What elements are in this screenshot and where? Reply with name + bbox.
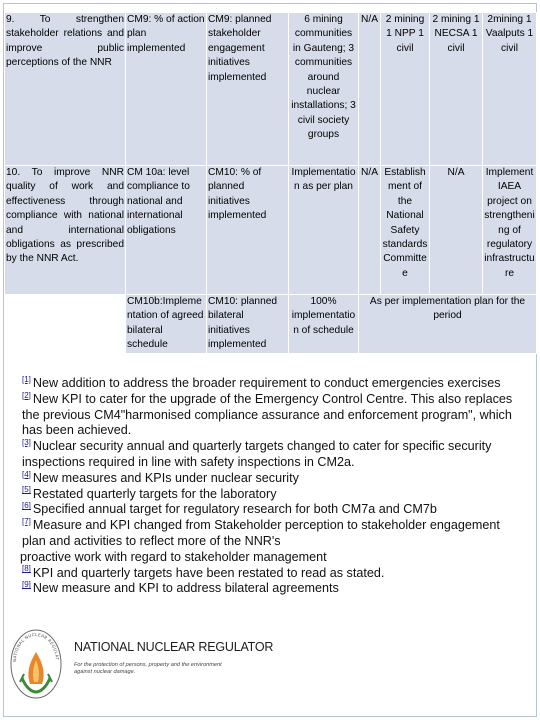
- footnote-text: Nuclear security annual and quarterly targets changed to cater for specific security inspections required in line with safety inspections in CM2a.: [22, 439, 492, 469]
- footnote-marker[interactable]: [6]: [22, 501, 31, 511]
- indicator-cell: CM9: % of action plan implemented: [126, 13, 207, 166]
- footnote: [22, 566, 522, 582]
- footnote-text: New addition to address the broader requirement to conduct emergencies exercises: [32, 376, 501, 390]
- table-row: [5, 13, 537, 166]
- quarter-cell: 2mining 1 Vaalputs 1 civil: [483, 13, 537, 166]
- footnote-text: KPI and quarterly targets have been restated to read as stated.: [32, 565, 385, 580]
- table-row: [5, 166, 537, 295]
- baseline-cell: 6 mining communities in Gauteng; 3 communities around nuclear installations; 3 civil society groups: [289, 13, 359, 166]
- kpi-table: [4, 12, 537, 354]
- nnr-crest-logo-icon: [8, 622, 64, 702]
- quarter-cell: N/A: [359, 13, 381, 166]
- footnote: [22, 392, 522, 439]
- footnote: [22, 471, 522, 487]
- objective-cell: 9. To strengthen stakeholder relations and improve public perceptions of the NNR: [5, 13, 126, 166]
- objective-cell: 10. To improve NNR quality of work and effectiveness through compliance with national and international obligations as prescribed by the NNR Act.: [5, 166, 126, 295]
- quarter-cell: N/A: [430, 166, 483, 295]
- footnote: [22, 518, 522, 550]
- baseline-cell: Implementation as per plan: [289, 166, 359, 295]
- empty-cell: [5, 295, 126, 354]
- footnote-text: proactive work with regard to stakeholder management: [20, 549, 327, 564]
- footnote-marker[interactable]: [9]: [22, 580, 31, 590]
- table-row: [5, 295, 537, 354]
- footnote-text: Restated quarterly targets for the laboratory: [32, 486, 277, 501]
- target-description-cell: CM10: planned bilateral initiatives implemented: [207, 295, 289, 354]
- quarter-cell: N/A: [359, 166, 381, 295]
- footnote-text: New measure and KPI to address bilateral agreements: [32, 581, 339, 596]
- footnote: [22, 439, 522, 471]
- footnote-text: New KPI to cater for the upgrade of the Emergency Control Centre. This also replaces the previous CM4"harmonised compliance assurance and enforcement program", which has been achieved.: [22, 391, 513, 438]
- footnote-continuation: [20, 550, 522, 566]
- footnote-marker[interactable]: [2]: [22, 390, 31, 400]
- target-description-cell: CM9: planned stakeholder engagement initiatives implemented: [207, 13, 289, 166]
- footnote: [22, 581, 522, 597]
- footnote-marker[interactable]: [7]: [22, 516, 31, 526]
- footnote-marker[interactable]: [5]: [22, 485, 31, 495]
- quarter-cell: Implement IAEA project on strengthening of regulatory infrastructure: [483, 166, 537, 295]
- footnote-marker[interactable]: [8]: [22, 564, 31, 574]
- footnote-marker[interactable]: [1]: [22, 374, 31, 384]
- organisation-name: NATIONAL NUCLEAR REGULATOR: [74, 640, 274, 654]
- footnote-text: New measures and KPIs under nuclear security: [32, 470, 299, 485]
- quarter-cell: Establishment of the National Safety standards Committee: [381, 166, 430, 295]
- footnote-text: Specified annual target for regulatory research for both CM7a and CM7b: [32, 502, 437, 517]
- indicator-cell: CM 10a: level compliance to national and international obligations: [126, 166, 207, 295]
- plan-span-cell: As per implementation plan for the period: [359, 295, 537, 354]
- footnotes: [22, 376, 522, 597]
- quarter-cell: 2 mining 1 NECSA 1 civil: [430, 13, 483, 166]
- footnote: [22, 487, 522, 503]
- organisation-tagline: For the protection of persons, property and the environment against nuclear damage.: [74, 662, 222, 676]
- footnote: [22, 502, 522, 518]
- footnote-marker[interactable]: [4]: [22, 469, 31, 479]
- footnote-text: Measure and KPI changed from Stakeholder perception to stakeholder engagement plan and activities to reflect more of the NNR's: [22, 518, 500, 548]
- quarter-cell: 2 mining 1 NPP 1 civil: [381, 13, 430, 166]
- footer: [8, 618, 308, 714]
- footnote-marker[interactable]: [3]: [22, 438, 31, 447]
- target-description-cell: CM10: % of planned initiatives implemented: [207, 166, 289, 295]
- baseline-cell: 100% implementation of schedule: [289, 295, 359, 354]
- indicator-cell: CM10b:Implementation of agreed bilateral schedule: [126, 295, 207, 354]
- footnote: [22, 376, 522, 392]
- logo-arc-text: NATIONAL NUCLEAR REGULAT: [11, 631, 60, 663]
